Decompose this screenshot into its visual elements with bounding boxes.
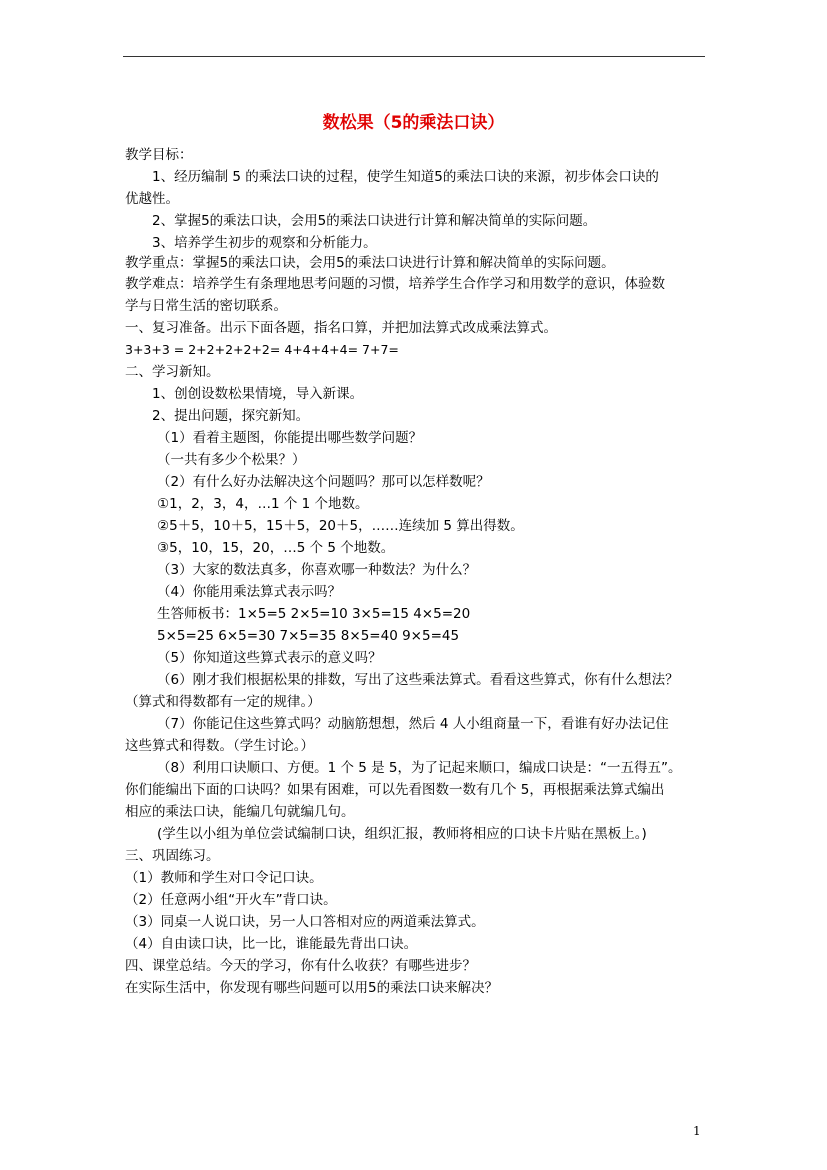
- header-rule: [123, 56, 705, 57]
- line-14: （一共有多少个松果？）: [157, 452, 306, 468]
- line-29: 你们能编出下面的口诀吗？如果有困难，可以先看图数一数有几个 5，再根据乘法算式编出: [125, 782, 665, 798]
- line-3: 2、掌握5的乘法口诀，会用5的乘法口诀进行计算和解决简单的实际问题。: [152, 213, 597, 229]
- line-12: 2、提出问题，探究新知。: [152, 408, 310, 424]
- line-32: 三、巩固练习。: [125, 848, 220, 864]
- line-2: 优越性。: [125, 191, 179, 207]
- line-27: 这些算式和得数。（学生讨论。）: [125, 738, 314, 754]
- line-9: 3+3+3 = 2+2+2+2+2= 4+4+4+4= 7+7=: [125, 342, 399, 357]
- line-31: (学生以小组为单位尝试编制口诀，组织汇报，教师将相应的口诀卡片贴在黑板上。): [157, 826, 647, 842]
- line-37: 四、课堂总结。今天的学习，你有什么收获？有哪些进步？: [125, 958, 476, 974]
- line-22: 5×5=25 6×5=30 7×5=35 8×5=40 9×5=45: [157, 628, 460, 644]
- line-26: （7）你能记住这些算式吗？动脑筋想想，然后 4 人小组商量一下，看谁有好办法记住: [157, 716, 669, 732]
- line-20: （4）你能用乘法算式表示吗？: [157, 584, 342, 600]
- page-number: 1: [693, 1124, 701, 1138]
- line-36: （4）自由读口诀，比一比，谁能最先背出口诀。: [125, 936, 418, 952]
- line-8: 一、复习准备。出示下面各题，指名口算，并把加法算式改成乘法算式。: [125, 320, 557, 336]
- line-35: （3）同桌一人说口诀，另一人口答相对应的两道乘法算式。: [125, 914, 485, 930]
- line-4: 3、培养学生初步的观察和分析能力。: [152, 235, 377, 251]
- line-11: 1、创创设数松果情境，导入新课。: [152, 386, 364, 402]
- line-34: （2）任意两小组“开火车”背口诀。: [125, 892, 337, 908]
- line-7: 学与日常生活的密切联系。: [125, 298, 287, 314]
- line-13: （1）看着主题图，你能提出哪些数学问题？: [157, 430, 423, 446]
- line-25: （算式和得数都有一定的规律。）: [125, 694, 321, 710]
- line-16: ①1，2，3，4，…1 个 1 个地数。: [157, 496, 369, 512]
- line-0: 教学目标：: [125, 147, 193, 163]
- line-33: （1）教师和学生对口令记口诀。: [125, 870, 323, 886]
- line-5: 教学重点：掌握5的乘法口诀，会用5的乘法口诀进行计算和解决简单的实际问题。: [125, 255, 615, 271]
- line-18: ③5，10，15，20，…5 个 5 个地数。: [157, 540, 395, 556]
- line-15: （2）有什么好办法解决这个问题吗？那可以怎样数呢？: [157, 474, 490, 490]
- line-30: 相应的乘法口诀，能编几句就编几句。: [125, 804, 355, 820]
- line-24: （6）刚才我们根据松果的排数，写出了这些乘法算式。看看这些算式，你有什么想法？: [157, 672, 679, 688]
- line-19: （3）大家的数法真多，你喜欢哪一种数法？为什么？: [157, 562, 477, 578]
- line-6: 教学难点：培养学生有条理地思考问题的习惯，培养学生合作学习和用数学的意识，体验数: [125, 276, 665, 292]
- line-38: 在实际生活中，你发现有哪些问题可以用5的乘法口诀来解决？: [125, 980, 499, 996]
- line-23: （5）你知道这些算式表示的意义吗？: [157, 650, 382, 666]
- line-28: （8）利用口诀顺口、方便。1 个 5 是 5，为了记起来顺口，编成口诀是：“一五得五”。: [157, 760, 682, 776]
- line-10: 二、学习新知。: [125, 364, 220, 380]
- line-21: 生答师板书：1×5=5 2×5=10 3×5=15 4×5=20: [157, 606, 471, 622]
- document-body: [125, 144, 705, 999]
- line-17: ②5＋5，10＋5，15＋5，20＋5，……连续加 5 算出得数。: [157, 518, 524, 534]
- line-1: 1、经历编制 5 的乘法口诀的过程，使学生知道5的乘法口诀的来源，初步体会口诀的: [152, 169, 659, 185]
- document-title: 数松果（5的乘法口诀）: [322, 113, 505, 133]
